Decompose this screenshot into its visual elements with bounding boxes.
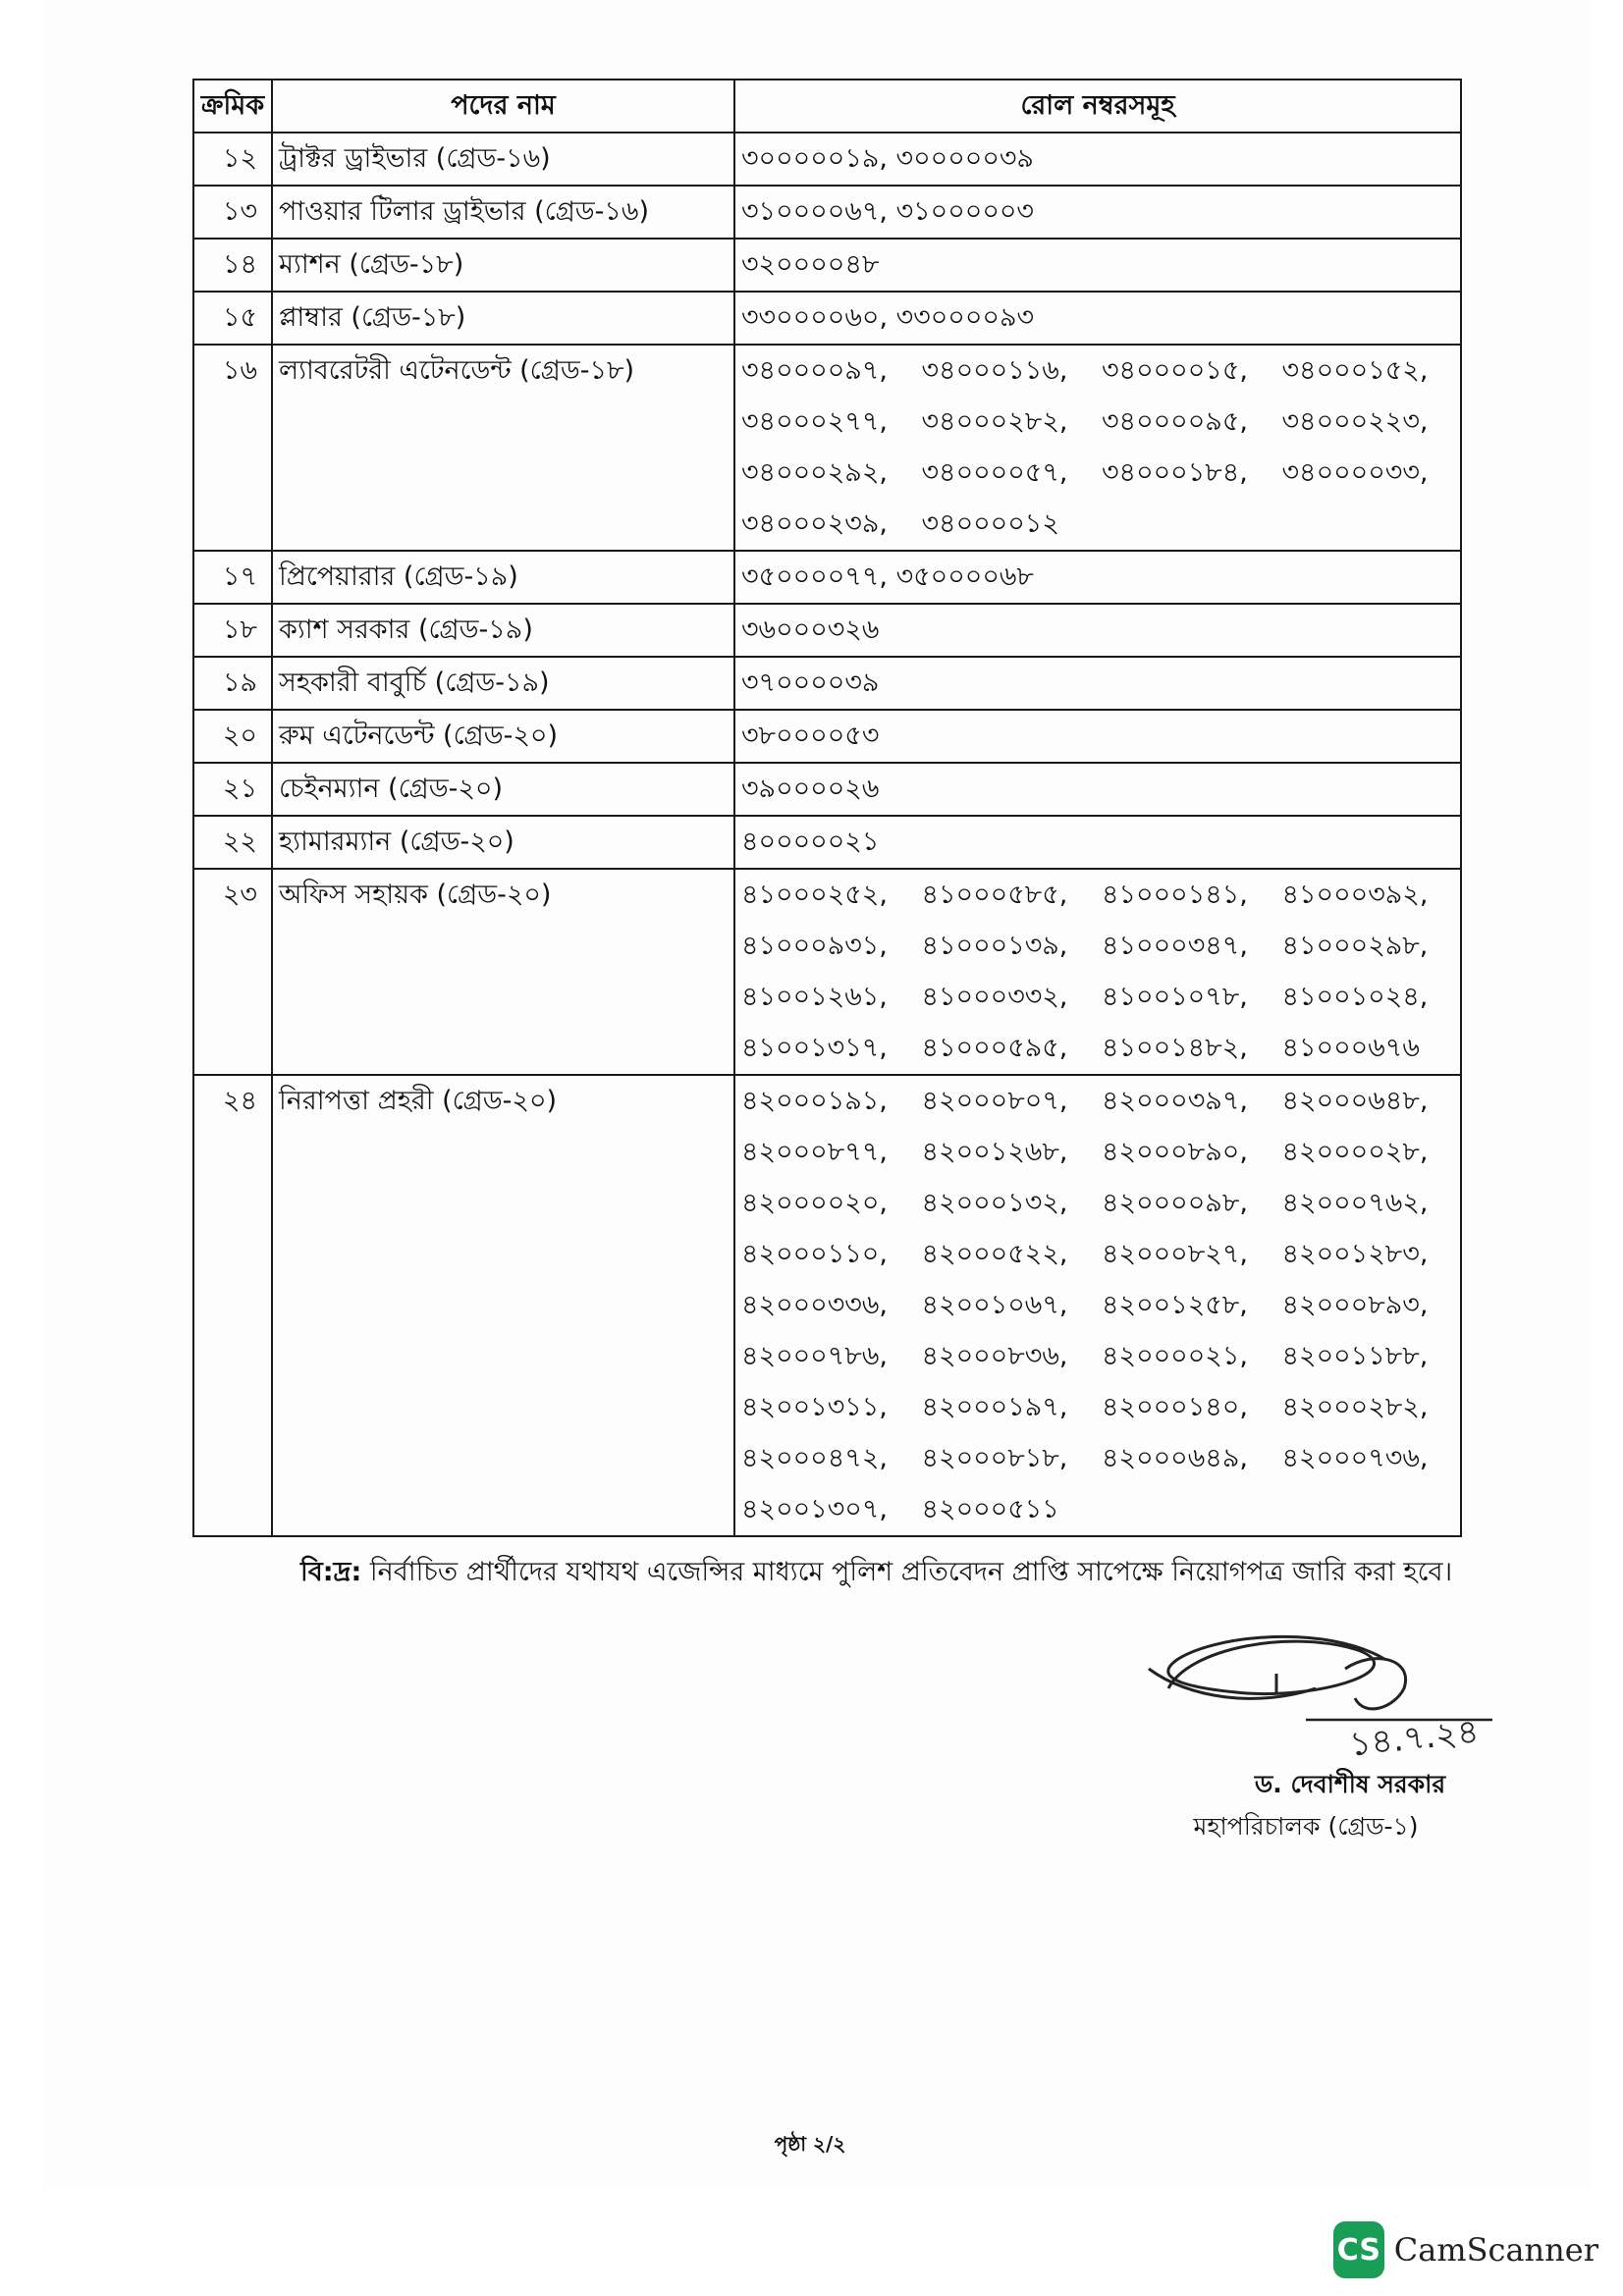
roll-number: ৪২০০০০২৮, (1281, 1137, 1429, 1167)
row-post-name: হ্যামারম্যান (গ্রেড-২০) (272, 816, 734, 869)
table-row (193, 1075, 1461, 1536)
roll-number: ৩৪০০০১৮৪, (1102, 457, 1248, 488)
roll-number: ৪২০০০১১০, (741, 1239, 888, 1269)
header-post-name: পদের নাম (272, 80, 734, 133)
roll-number-list: ৩১০০০০৬৭, ৩১০০০০০৩ (741, 196, 1034, 227)
roll-number: ৪১০০১০২৪, (1281, 982, 1429, 1012)
row-post-name: ম্যাশন (গ্রেড-১৮) (272, 239, 734, 292)
roll-number: ৪১০০১০৭৮, (1102, 982, 1248, 1012)
footnote-label: বি:দ্র: (300, 1557, 362, 1587)
roll-number: ৪২০০০৪৭২, (741, 1443, 888, 1473)
roll-number: ৩৪০০০২৮২, (921, 406, 1068, 437)
roll-number: ৪২০০০১৪০, (1102, 1392, 1248, 1422)
row-roll-numbers (734, 816, 1461, 869)
roll-number: ৪২০০০১৯১, (741, 1086, 888, 1116)
row-roll-numbers (734, 657, 1461, 710)
roll-number-list: ৩৯০০০০২৬ (741, 774, 880, 804)
roll-number: ৪২০০০৭৬২, (1281, 1188, 1429, 1218)
table-row (193, 239, 1461, 292)
row-post-name: চেইনম্যান (গ্রেড-২০) (272, 763, 734, 816)
table-body (193, 133, 1461, 1536)
row-roll-numbers (734, 239, 1461, 292)
roll-number: ৪১০০০২৯৮, (1281, 931, 1429, 961)
roll-number: ৩৪০০০২৭৭, (741, 406, 888, 437)
roll-number: ৪১০০০১৪১, (1102, 880, 1248, 910)
roll-number: ৪১০০১৪৮২, (1102, 1033, 1248, 1063)
table-row (193, 869, 1461, 1075)
roll-number: ৪২০০০১৯৭, (921, 1392, 1068, 1422)
roll-number: ৪১০০০৫৯৫, (921, 1033, 1068, 1063)
roll-number: ৪২০০০৩৯৭, (1102, 1086, 1248, 1116)
roll-number: ৪২০০০০৯৮, (1102, 1188, 1248, 1218)
roll-number: ৪১০০১২৬১, (741, 982, 888, 1012)
row-serial: ১৯ (193, 657, 272, 710)
signatory-name: ড. দেবাশীষ সরকার (1254, 1770, 1446, 1798)
row-serial: ১৫ (193, 292, 272, 345)
roll-number: ৩৪০০০০৯৭, (741, 355, 888, 386)
footnote (300, 1553, 1459, 1592)
roll-number: ৪১০০১৩১৭, (741, 1033, 888, 1063)
roll-number: ৪২০০১১৮৮, (1281, 1341, 1429, 1371)
row-post-name: প্রিপেয়ারার (গ্রেড-১৯) (272, 551, 734, 604)
roll-number: ৪১০০০৬৭৬ (1281, 1033, 1420, 1063)
row-serial: ২২ (193, 816, 272, 869)
table-row (193, 763, 1461, 816)
row-roll-numbers (734, 763, 1461, 816)
roll-number: ৪২০০০৮১৮, (921, 1443, 1068, 1473)
header-roll-numbers: রোল নম্বরসমূহ (734, 80, 1461, 133)
table-row (193, 604, 1461, 657)
roll-number: ৪২০০০০২১, (1102, 1341, 1248, 1371)
row-roll-numbers (734, 345, 1461, 551)
row-serial: ২৪ (193, 1075, 272, 1536)
table-row (193, 186, 1461, 239)
roll-number-table (192, 79, 1462, 1537)
row-serial: ১৬ (193, 345, 272, 551)
svg-text:১৪.৭.২৪: ১৪.৭.২৪ (1347, 1711, 1481, 1765)
roll-number: ৪১০০০২৫২, (741, 880, 888, 910)
roll-number-grid (741, 1076, 1454, 1535)
row-roll-numbers (734, 710, 1461, 763)
footnote-text: নির্বাচিত প্রার্থীদের যথাযথ এজেন্সির মাধ্যমে পুলিশ প্রতিবেদন প্রাপ্তি সাপেক্ষে নিয়োগপত্র জারি করা হবে। (361, 1557, 1453, 1587)
row-post-name: সহকারী বাবুর্চি (গ্রেড-১৯) (272, 657, 734, 710)
signatory-designation: মহাপরিচালক (গ্রেড-১) (1193, 1812, 1419, 1841)
row-serial: ২০ (193, 710, 272, 763)
roll-number: ৪২০০০৫২২, (921, 1239, 1068, 1269)
row-post-name: ট্রাক্টর ড্রাইভার (গ্রেড-১৬) (272, 133, 734, 186)
row-roll-numbers (734, 133, 1461, 186)
row-serial: ২১ (193, 763, 272, 816)
roll-number: ৪২০০১২৮৩, (1281, 1239, 1429, 1269)
roll-number: ৩৪০০০২৩৯, (741, 508, 888, 539)
roll-number: ৪২০০০৬৪৮, (1281, 1086, 1429, 1116)
roll-number-list: ৩৬০০০৩২৬ (741, 614, 880, 645)
row-post-name: নিরাপত্তা প্রহরী (গ্রেড-২০) (272, 1075, 734, 1536)
camscanner-watermark (1333, 2220, 1598, 2279)
row-serial: ২৩ (193, 869, 272, 1075)
roll-number: ৩৪০০০১৫২, (1281, 355, 1429, 386)
row-roll-numbers (734, 1075, 1461, 1536)
roll-number: ৪২০০০৫১১ (921, 1494, 1059, 1524)
roll-number: ৪২০০০২৮২, (1281, 1392, 1429, 1422)
roll-number: ৪২০০০০২০, (741, 1188, 888, 1218)
roll-number-list: ৪০০০০০২১ (741, 827, 880, 857)
row-serial: ১৪ (193, 239, 272, 292)
camscanner-text: CamScanner (1393, 2231, 1598, 2269)
row-roll-numbers (734, 186, 1461, 239)
row-post-name: প্লাম্বার (গ্রেড-১৮) (272, 292, 734, 345)
table-row (193, 133, 1461, 186)
table-row (193, 657, 1461, 710)
roll-number: ৩৪০০০০১২ (921, 508, 1059, 539)
roll-number: ৪২০০০৩৩৬, (741, 1290, 888, 1320)
roll-number-list: ৩২০০০০৪৮ (741, 249, 880, 280)
roll-number: ৪২০০০৮৯০, (1102, 1137, 1248, 1167)
roll-number: ৩৪০০০০৩৩, (1281, 457, 1429, 488)
roll-number: ৪২০০০৮৩৬, (921, 1341, 1068, 1371)
roll-number: ৪২০০১৩০৭, (741, 1494, 888, 1524)
table-row (193, 345, 1461, 551)
roll-number: ৩৪০০০১১৬, (921, 355, 1068, 386)
table-row (193, 710, 1461, 763)
roll-number-list: ৩৮০০০০৫৩ (741, 721, 880, 751)
roll-number: ৪১০০০৫৮৫, (921, 880, 1068, 910)
roll-number-list: ৩৩০০০০৬০, ৩৩০০০০৯৩ (741, 302, 1035, 333)
row-serial: ১২ (193, 133, 272, 186)
row-serial: ১৭ (193, 551, 272, 604)
row-roll-numbers (734, 292, 1461, 345)
row-post-name: পাওয়ার টিলার ড্রাইভার (গ্রেড-১৬) (272, 186, 734, 239)
roll-number: ৪২০০০৭৩৬, (1281, 1443, 1429, 1473)
roll-number: ৪২০০০৬৪৯, (1102, 1443, 1248, 1473)
roll-number: ৪২০০১২৬৮, (921, 1137, 1068, 1167)
roll-number-list: ৩৭০০০০৩৯ (741, 667, 880, 698)
roll-number-list: ৩০০০০০১৯, ৩০০০০০৩৯ (741, 143, 1034, 174)
roll-number: ৪১০০০৯৩১, (741, 931, 888, 961)
row-roll-numbers (734, 869, 1461, 1075)
row-post-name: ক্যাশ সরকার (গ্রেড-১৯) (272, 604, 734, 657)
header-serial: ক্রমিক (193, 80, 272, 133)
roll-number: ৪২০০০১৩২, (921, 1188, 1068, 1218)
roll-number: ৩৪০০০২৯২, (741, 457, 888, 488)
table-row (193, 551, 1461, 604)
roll-number: ৩৪০০০০১৫, (1102, 355, 1248, 386)
roll-number: ৪২০০০৮০৭, (921, 1086, 1068, 1116)
row-post-name: রুম এটেনডেন্ট (গ্রেড-২০) (272, 710, 734, 763)
roll-number: ৪১০০০৩৩২, (921, 982, 1068, 1012)
row-roll-numbers (734, 551, 1461, 604)
roll-number: ৪১০০০১৩৯, (921, 931, 1068, 961)
roll-number: ৪১০০০৩৯২, (1281, 880, 1429, 910)
row-serial: ১৩ (193, 186, 272, 239)
roll-number-list: ৩৫০০০০৭৭, ৩৫০০০০৬৮ (741, 561, 1034, 592)
table-row (193, 816, 1461, 869)
handwritten-signature (1129, 1629, 1502, 1787)
roll-number: ৪২০০০৮৯৩, (1281, 1290, 1429, 1320)
roll-number: ৩৪০০০২২৩, (1281, 406, 1429, 437)
table-row (193, 292, 1461, 345)
roll-number: ৪২০০০৭৮৬, (741, 1341, 888, 1371)
roll-number: ৪২০০১০৬৭, (921, 1290, 1068, 1320)
roll-number: ৪২০০১২৫৮, (1102, 1290, 1248, 1320)
roll-number: ৩৪০০০০৯৫, (1102, 406, 1248, 437)
page-number: পৃষ্ঠা ২/২ (774, 2132, 846, 2156)
roll-number: ৩৪০০০০৫৭, (921, 457, 1068, 488)
roll-number-grid (741, 346, 1454, 550)
roll-number-grid (741, 870, 1454, 1074)
roll-number: ৪২০০০৮৭৭, (741, 1137, 888, 1167)
row-post-name: ল্যাবরেটরী এটেনডেন্ট (গ্রেড-১৮) (272, 345, 734, 551)
table-header-row (193, 80, 1461, 133)
camscanner-logo-icon: CS (1333, 2221, 1384, 2278)
row-serial: ১৮ (193, 604, 272, 657)
roll-number: ৪২০০০৮২৭, (1102, 1239, 1248, 1269)
row-post-name: অফিস সহায়ক (গ্রেড-২০) (272, 869, 734, 1075)
row-roll-numbers (734, 604, 1461, 657)
roll-number: ৪২০০১৩১১, (741, 1392, 888, 1422)
roll-number: ৪১০০০৩৪৭, (1102, 931, 1248, 961)
